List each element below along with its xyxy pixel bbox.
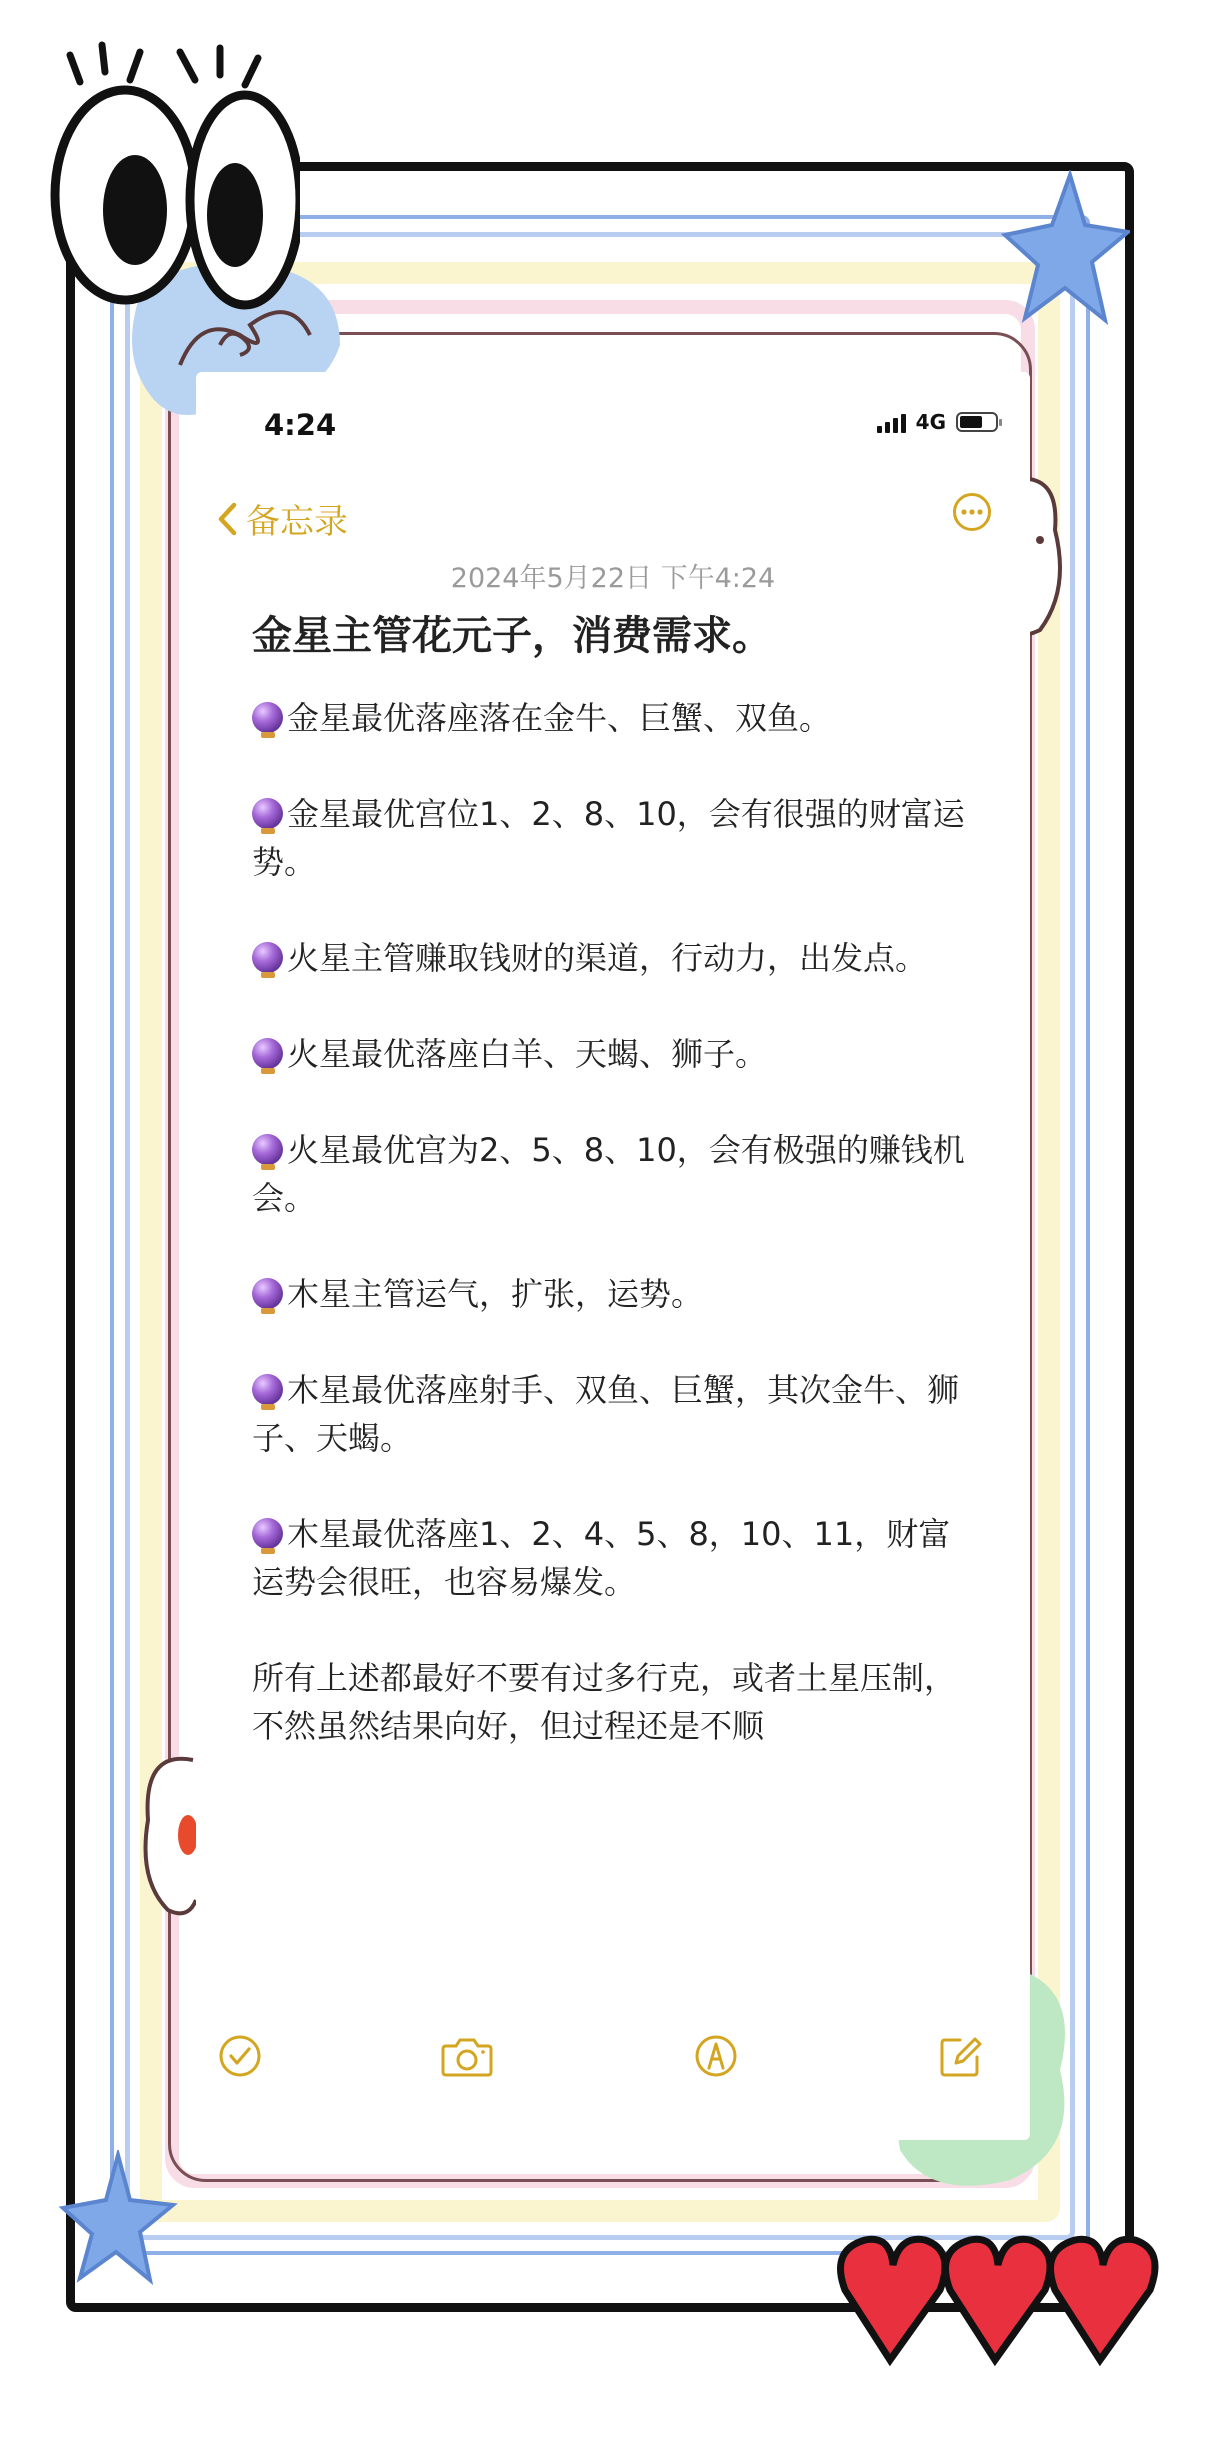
battery-icon: [956, 412, 998, 432]
crystal-ball-icon: [252, 798, 283, 829]
crystal-ball-icon: [252, 1038, 283, 1069]
crystal-ball-icon: [252, 1278, 283, 1309]
note-paragraph: 木星最优落座1、2、4、5、8，10、11，财富运势会很旺，也容易爆发。: [252, 1515, 951, 1601]
note-title[interactable]: 金星主管花元子，消费需求。: [252, 613, 772, 659]
note-paragraph: 金星最优宫位1、2、8、10，会有很强的财富运势。: [252, 795, 965, 881]
note-paragraph: 所有上述都最好不要有过多行克，或者土星压制，不然虽然结果向好，但过程还是不顺: [252, 1659, 957, 1745]
crystal-ball-icon: [252, 1134, 283, 1165]
note-paragraph: 木星主管运气，扩张，运势。: [252, 1270, 972, 1318]
status-indicators: [877, 410, 998, 434]
status-time: 4:24: [264, 408, 337, 442]
back-button[interactable]: [216, 494, 348, 543]
markup-pen-icon[interactable]: [692, 2032, 740, 2080]
bottom-toolbar: [196, 2032, 1030, 2092]
crystal-ball-icon: [252, 942, 283, 973]
note-body[interactable]: [252, 694, 972, 1798]
cellular-signal-icon: [877, 411, 906, 433]
note-paragraph: 木星最优落座射手、双鱼、巨蟹，其次金牛、狮子、天蝎。: [252, 1371, 960, 1457]
note-paragraph: 金星最优落座落在金牛、巨蟹、双鱼。: [252, 694, 972, 742]
cartoon-bunny-decoration: [138, 1740, 198, 1930]
ellipsis-circle-icon[interactable]: [952, 492, 992, 532]
note-paragraph: 火星最优宫为2、5、8、10，会有极强的赚钱机会。: [252, 1131, 965, 1217]
note-paragraph: 火星最优落座白羊、天蝎、狮子。: [252, 1030, 972, 1078]
crystal-ball-icon: [252, 702, 283, 733]
cartoon-eyes-decoration: [30, 40, 300, 310]
back-label: 备忘录: [246, 502, 348, 542]
chevron-left-icon: [216, 501, 238, 537]
camera-icon[interactable]: [440, 2032, 494, 2080]
crystal-ball-icon: [252, 1518, 283, 1549]
notes-screenshot: [196, 372, 1030, 2140]
network-type: 4G: [915, 410, 946, 434]
checklist-icon[interactable]: [216, 2032, 264, 2080]
blue-star-decoration: [1000, 170, 1130, 330]
compose-icon[interactable]: [936, 2032, 984, 2080]
note-paragraph: 火星主管赚取钱财的渠道，行动力，出发点。: [252, 934, 972, 982]
note-date: 2024年5月22日 下午4:24: [450, 563, 776, 594]
blue-star-decoration: [58, 2150, 178, 2290]
red-hearts-decoration: [835, 2210, 1165, 2370]
crystal-ball-icon: [252, 1374, 283, 1405]
